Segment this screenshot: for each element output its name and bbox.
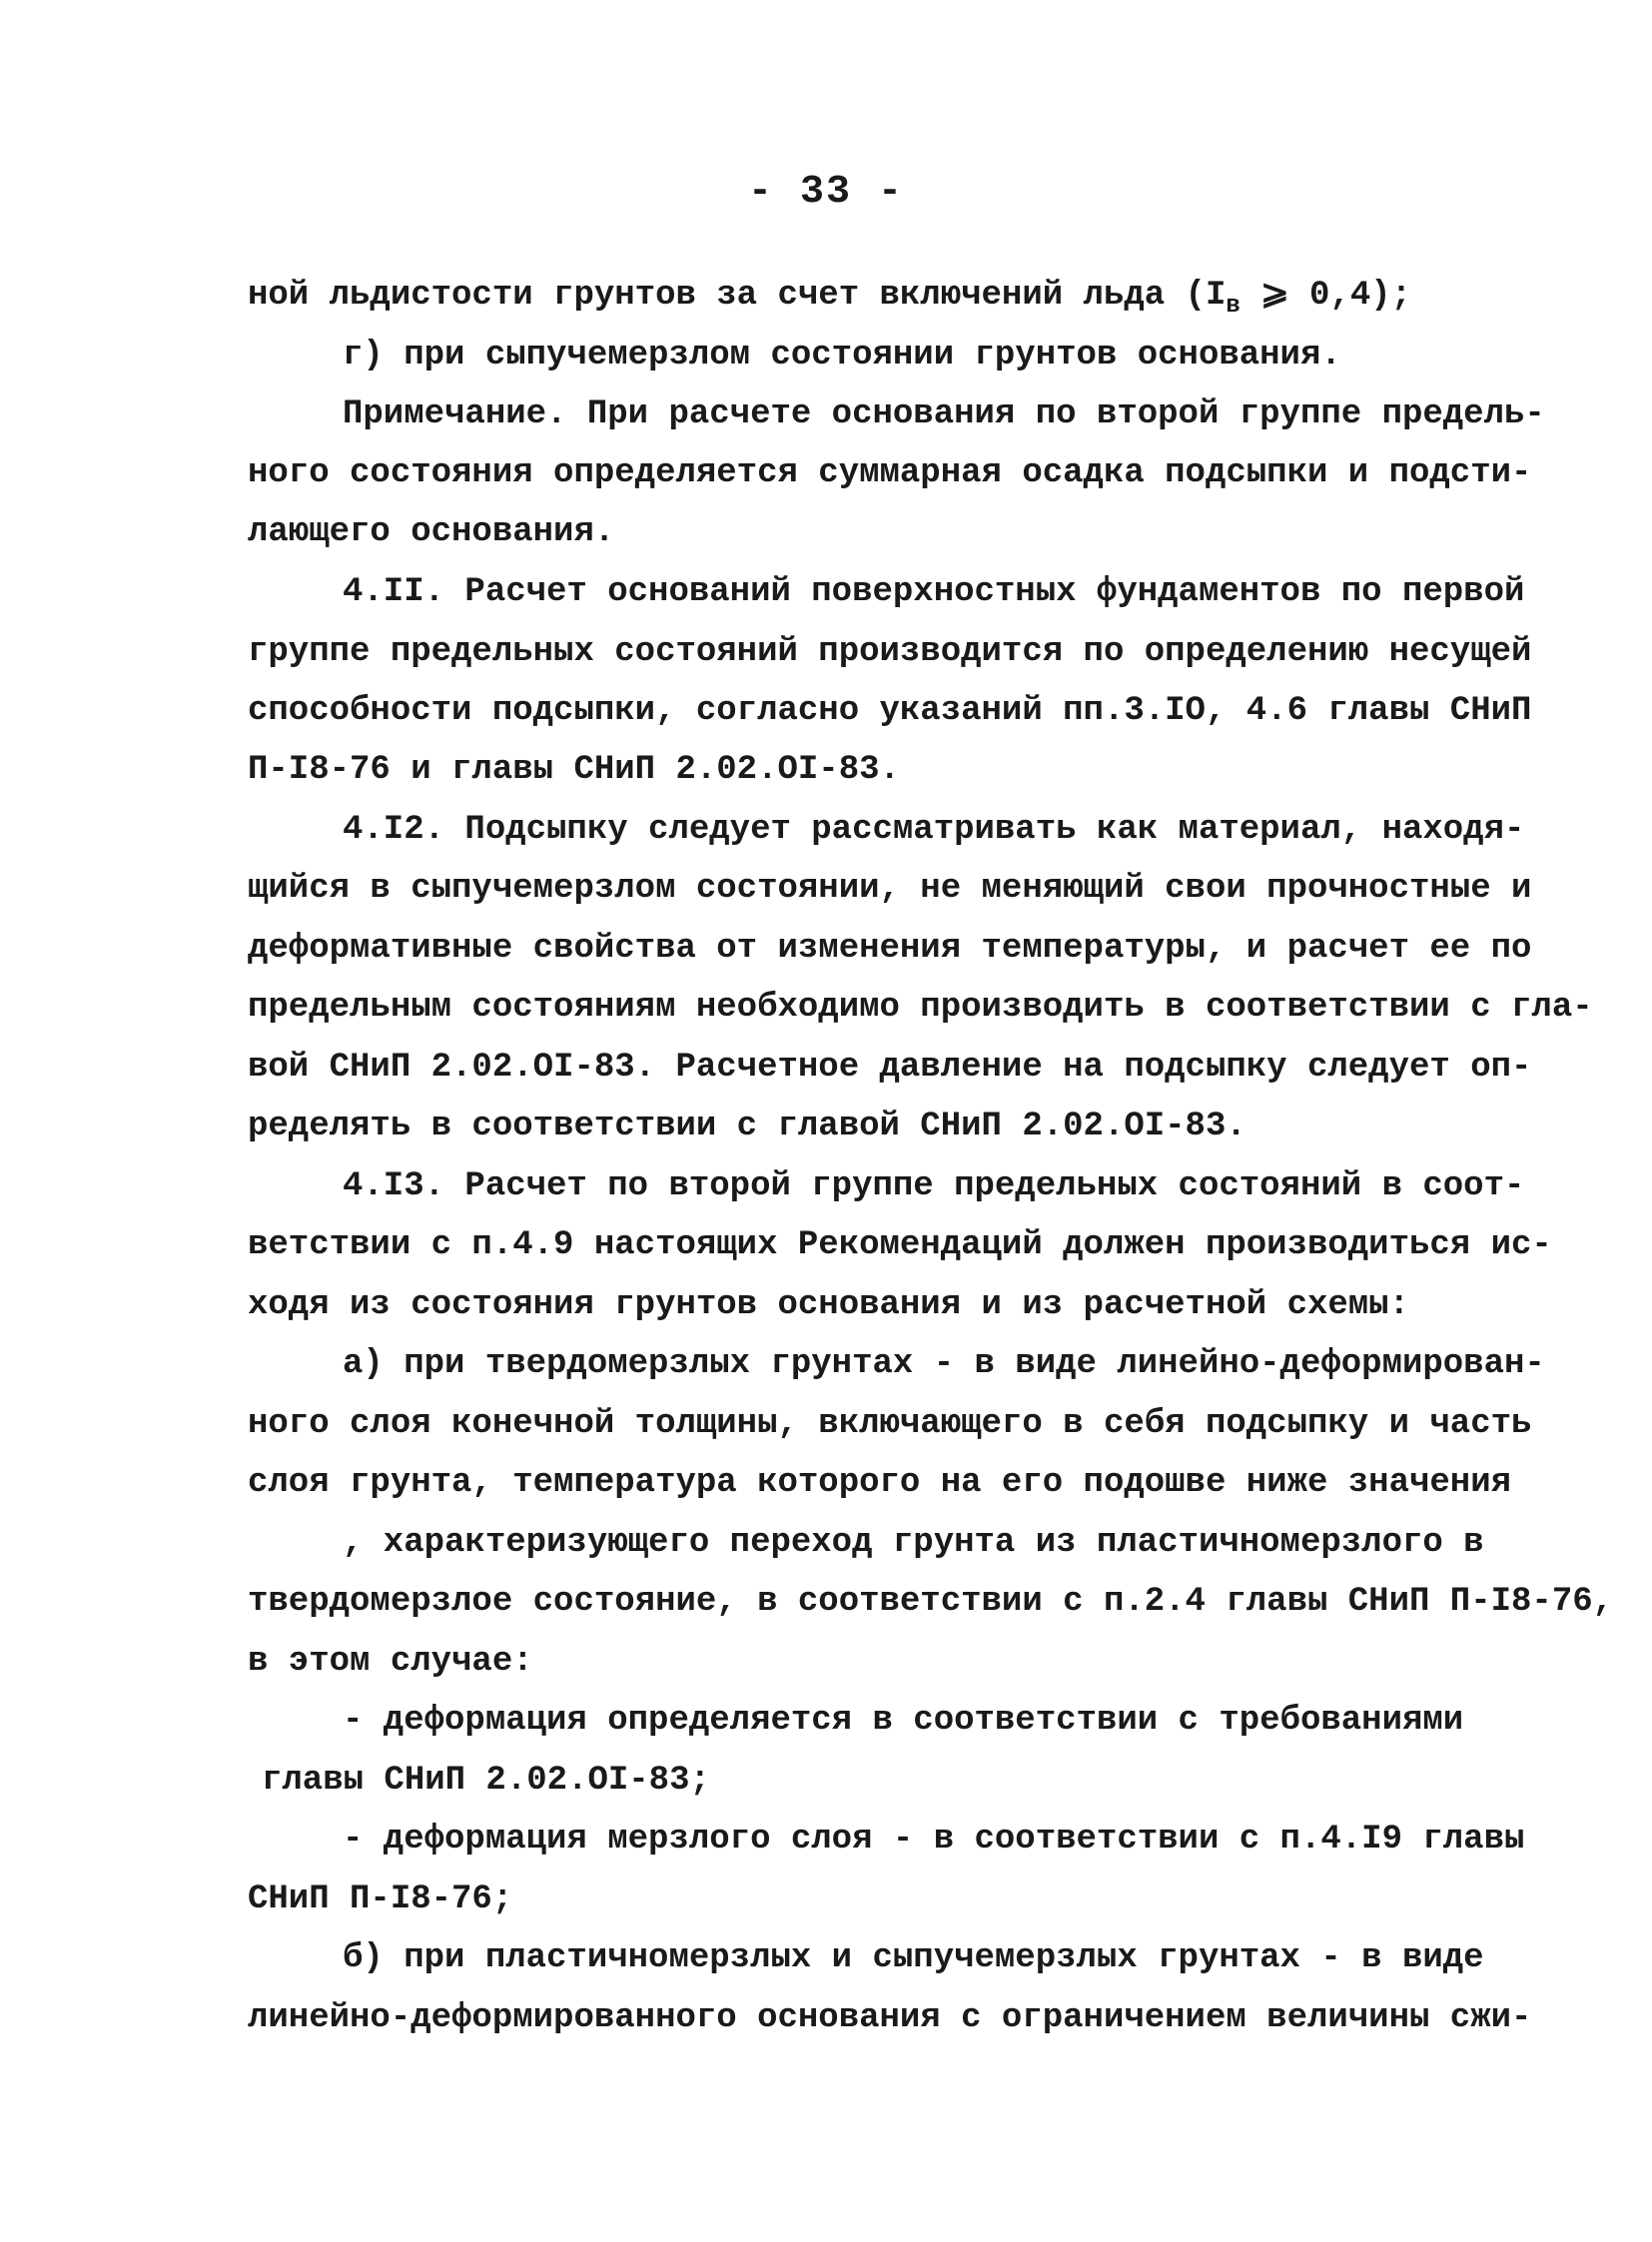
dash-item-2-line-1: - деформация мерзлого слоя - в соответствии с п.4.I9 главы [343,1821,1525,1859]
section-4-13-line-2: ветствии с п.4.9 настоящих Рекомендаций должен производиться ис- [248,1226,1552,1264]
dash-item-1-line-2: главы СНиП 2.02.OI-83; [262,1762,710,1800]
item-a-line-4: , характеризующего переход грунта из пластичномерзлого в [343,1524,1484,1562]
item-a-line-1: а) при твердомерзлых грунтах - в виде линейно-деформирован- [343,1345,1545,1383]
section-4-12-line-3: деформативные свойства от изменения температуры, и расчет ее по [248,930,1532,968]
section-4-12-line-5: вой СНиП 2.02.OI-83. Расчетное давление на подсыпку следует оп- [248,1049,1532,1087]
section-4-12-line-6: ределять в соответствии с главой СНиП 2.02.OI-83. [248,1108,1246,1145]
section-4-11-line-3: способности подсыпки, согласно указаний пп.3.IO, 4.6 главы СНиП [248,692,1532,730]
section-4-13-line-1: 4.I3. Расчет по второй группе предельных состояний в соот- [343,1167,1525,1205]
text-line-1: ной льдистости грунтов за счет включений льда ($I_в$ ⩾ 0,4); [248,277,1412,320]
section-4-13-line-3: ходя из состояния грунтов основания и из расчетной схемы: [248,1286,1409,1324]
section-4-12-line-1: 4.I2. Подсыпку следует рассматривать как материал, находя- [343,811,1525,849]
item-a-line-5: твердомерзлое состояние, в соответствии с п.2.4 главы СНиП П-I8-76, [248,1583,1614,1621]
item-b-line-2: линейно-деформированного основания с ограничением величины сжи- [248,1999,1532,2037]
section-4-12-line-4: предельным состояниям необходимо производить в соответствии с гла- [248,989,1593,1027]
dash-item-1-line-1: - деформация определяется в соответствии с требованиями [343,1702,1464,1740]
note-line-2: ного состояния определяется суммарная осадка подсыпки и подсти- [248,454,1532,492]
page-number: - 33 - [747,170,905,215]
note-line-3: лающего основания. [248,513,615,551]
section-4-12-line-2: щийся в сыпучемерзлом состоянии, не меняющий свои прочностные и [248,870,1532,908]
item-a-line-3: слоя грунта, температура которого на его подошве ниже значения [248,1464,1512,1502]
section-4-11-line-2: группе предельных состояний производится по определению несущей [248,633,1532,671]
section-4-11-line-1: 4.II. Расчет оснований поверхностных фундаментов по первой [343,573,1525,611]
item-b-line-1: б) при пластичномерзлых и сыпучемерзлых грунтах - в виде [343,1939,1484,1977]
dash-item-2-line-2: СНиП П-I8-76; [248,1880,513,1918]
item-a-line-6: в этом случае: [248,1643,533,1681]
item-a-line-2: ного слоя конечной толщины, включающего в себя подсыпку и часть [248,1405,1532,1443]
text-line-2: г) при сыпучемерзлом состоянии грунтов основания. [343,337,1341,374]
note-line-1: Примечание. При расчете основания по второй группе предель- [343,395,1545,433]
section-4-11-line-4: П-I8-76 и главы СНиП 2.02.OI-83. [248,751,900,789]
